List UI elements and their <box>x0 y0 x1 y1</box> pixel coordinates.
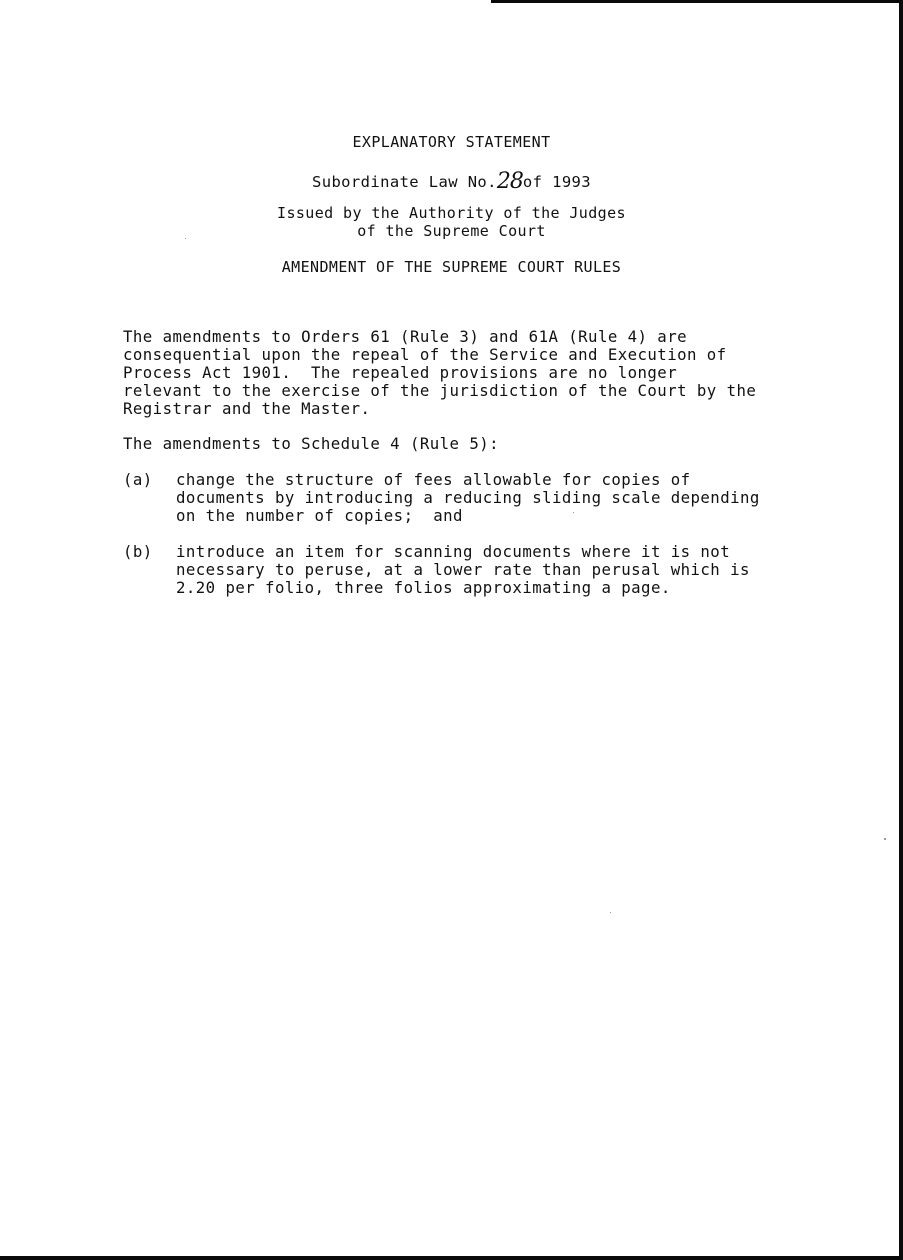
issued-by-block <box>0 204 903 240</box>
list-item-label: (b) <box>123 542 153 561</box>
issued-by-line-2: of the Supreme Court <box>357 222 546 240</box>
law-number-handwritten: 28 <box>496 169 523 194</box>
paragraph-orders-amendments: The amendments to Orders 61 (Rule 3) and 61A (Rule 4) are consequential upon the repeal of the Service and Execution of Process Act 1901. The repealed provisions are no longer relevant to the exercise of the jurisdiction of the Court by the Registrar and the Master. <box>123 327 757 418</box>
subordinate-law-line <box>0 168 903 193</box>
list-item-label: (a) <box>123 470 153 489</box>
list-item-text: change the structure of fees allowable for copies of documents by introducing a reducing sliding scale depending on the number of copies; and <box>176 470 760 525</box>
scan-speck <box>610 912 611 913</box>
scan-speck <box>884 838 886 840</box>
scan-speck <box>185 238 186 239</box>
subordinate-law-prefix: Subordinate Law No. <box>311 173 497 191</box>
scan-speck <box>573 512 574 513</box>
scan-edge-top <box>491 0 903 3</box>
issued-by-line-1: Issued by the Authority of the Judges <box>277 204 626 222</box>
subordinate-law-suffix: of 1993 <box>522 173 592 191</box>
paragraph-schedule-amendments: The amendments to Schedule 4 (Rule 5): <box>123 434 499 453</box>
amendment-heading: AMENDMENT OF THE SUPREME COURT RULES <box>281 258 622 276</box>
list-item-text: introduce an item for scanning documents where it is not necessary to peruse, at a lower rate than perusal which is 2.20 per folio, three folios approximating a page. <box>176 542 750 597</box>
document-title: EXPLANATORY STATEMENT <box>352 133 551 151</box>
scan-edge-bottom <box>0 1256 903 1260</box>
